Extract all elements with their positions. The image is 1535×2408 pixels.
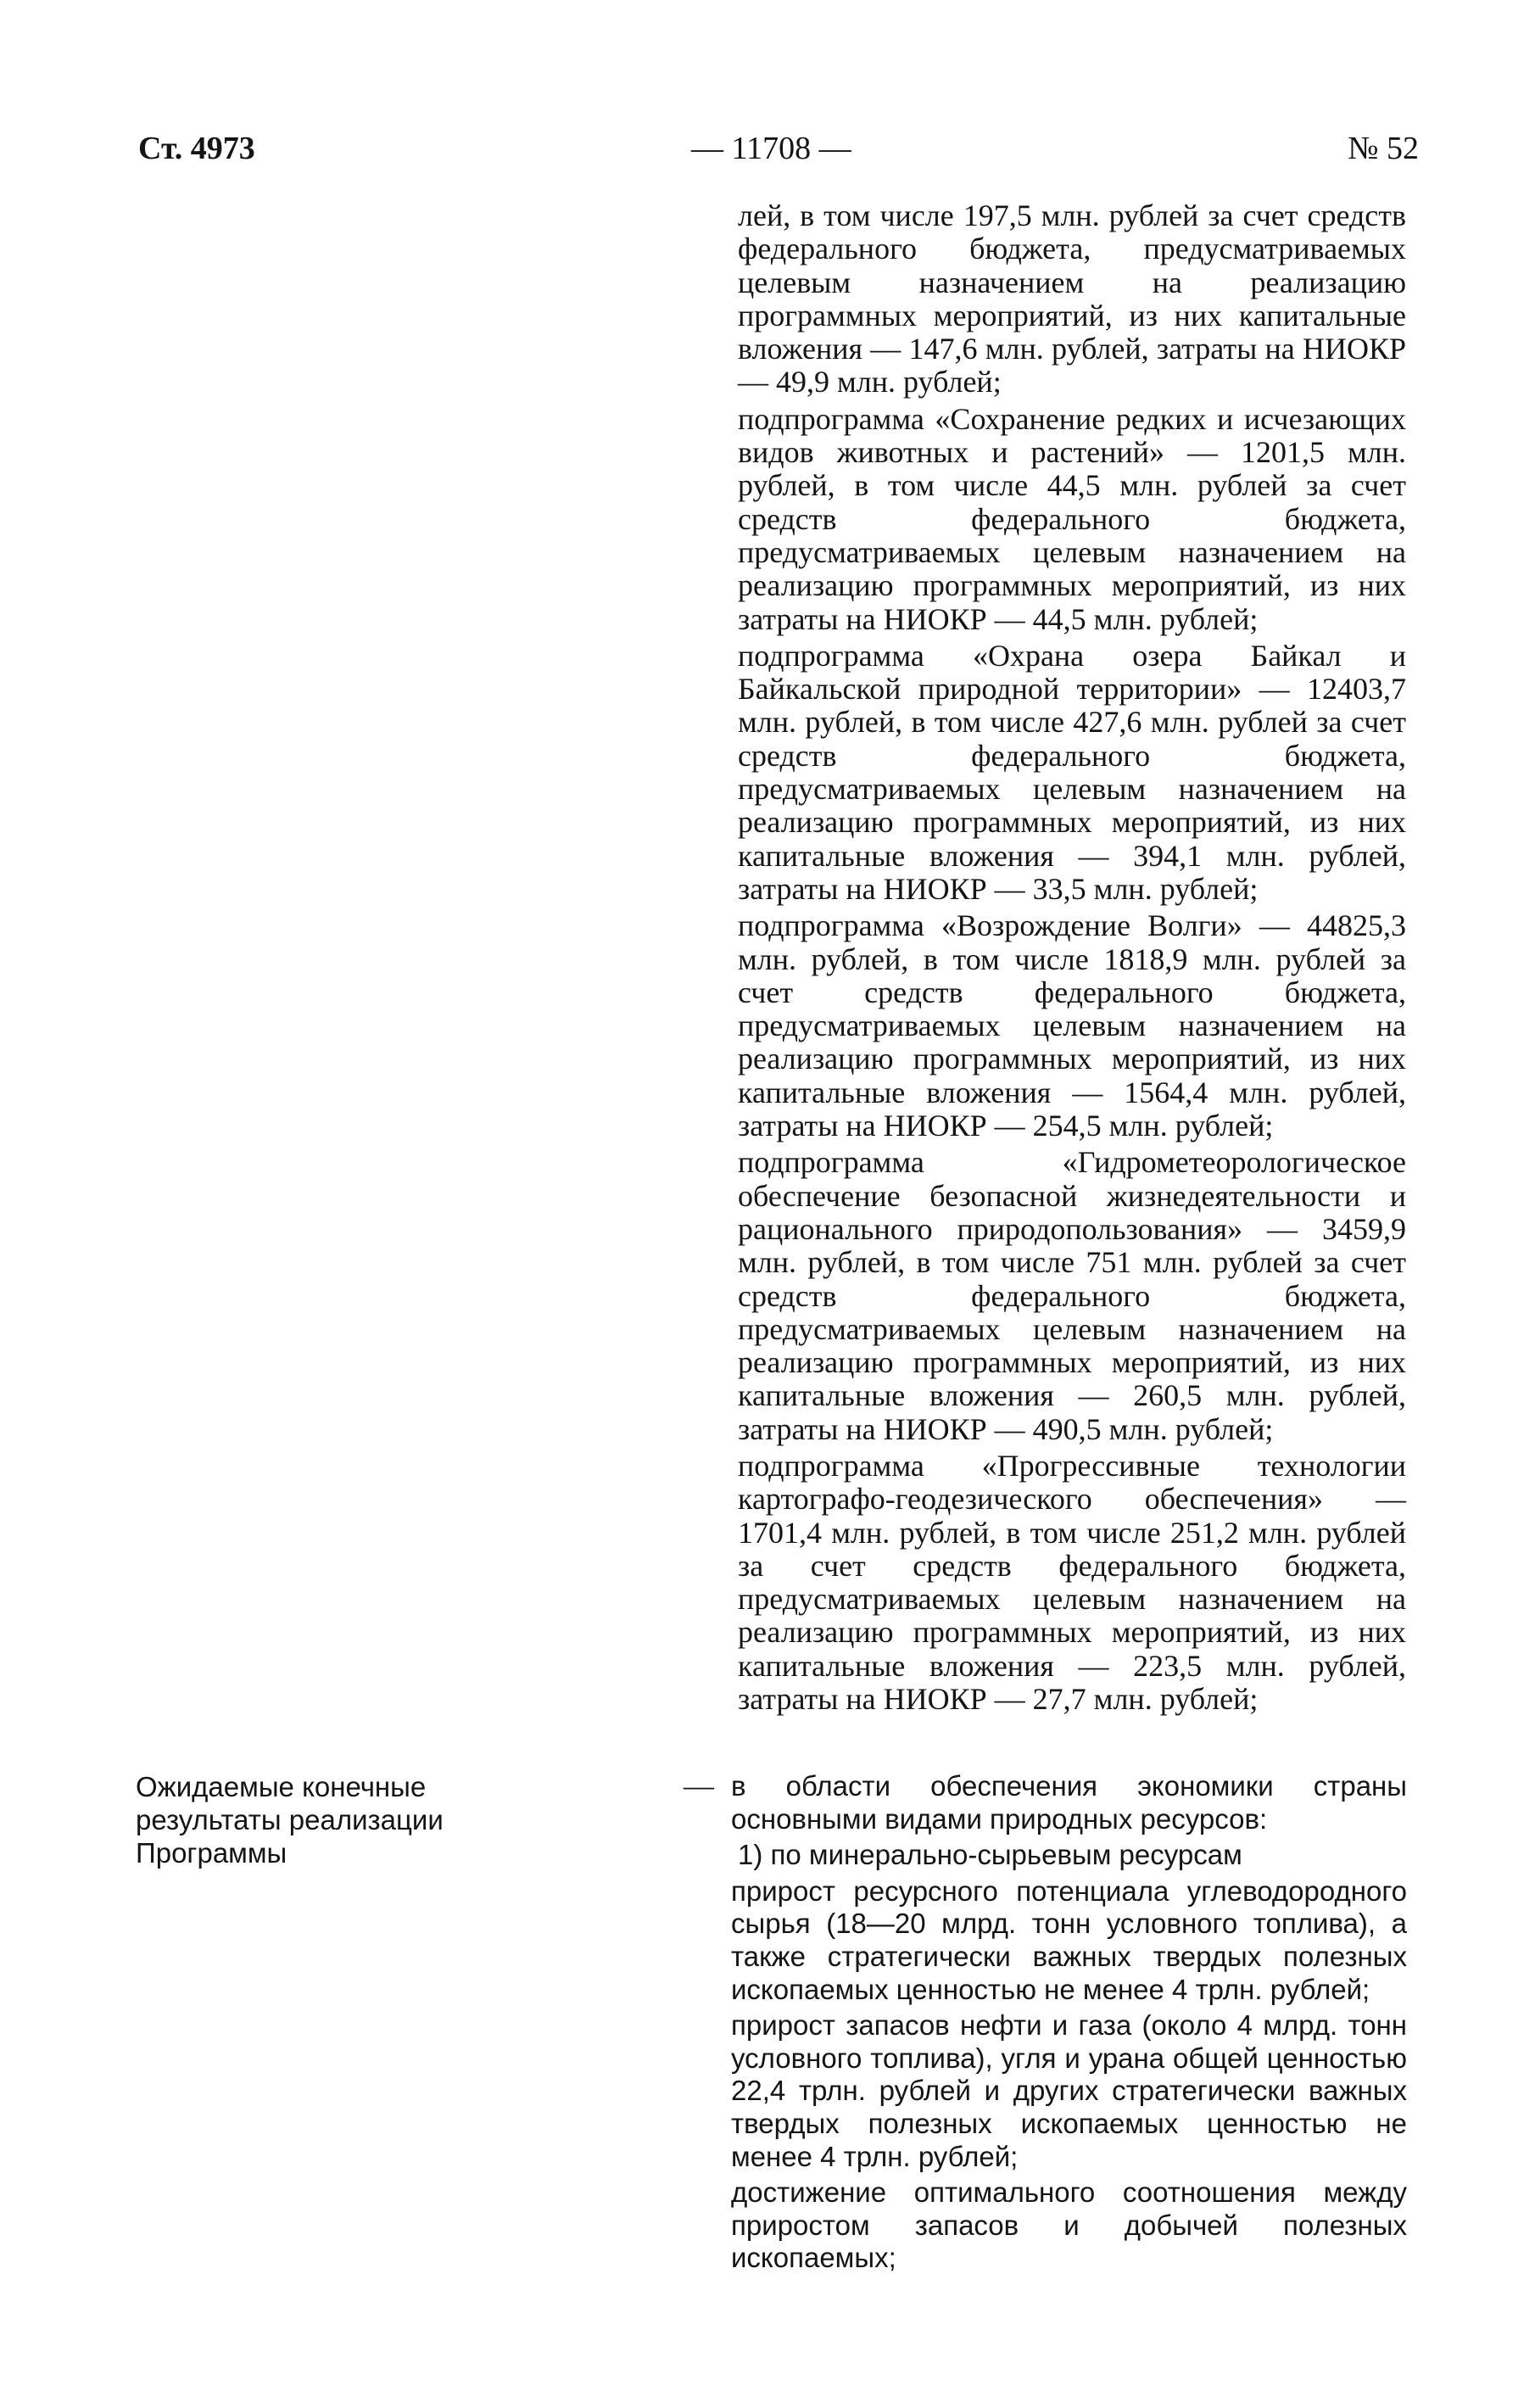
funding-paragraph: подпрограмма «Сохранение редких и исчезающих видов животных и растений» — 1201,5 млн. рублей, в том числе 44,5 млн. рублей за счет средств федерального бюджета, предусматриваемых целевым назначением на реализацию программных мероприятий, из них затраты на НИОКР — 44,5 млн. рублей; — [738, 401, 1406, 636]
results-subheading: 1) по минерально-сырьевым ресурсам — [738, 1839, 1242, 1871]
results-item: достижение оптимального соотношения между приростом запасов и добычей полезных ископаемых; — [731, 2176, 1407, 2274]
page-reference: Ст. 4973 — [138, 131, 255, 166]
label-dash: — — [684, 1768, 714, 1802]
funding-paragraph: подпрограмма «Возрождение Волги» — 44825,3 млн. рублей, в том числе 1818,9 млн. рублей за счет средств федерального бюджета, предусматриваемых целевым назначением на реализацию программных мероприятий, из них капитальные вложения — 1564,4 млн. рублей, затраты на НИОКР — 254,5 млн. рублей; — [738, 908, 1406, 1143]
funding-paragraph: лей, в том числе 197,5 млн. рублей за счет средств федерального бюджета, предусматриваемых целевым назначением на реализацию программных мероприятий, из них капитальные вложения — 147,6 млн. рублей, затраты на НИОКР — 49,9 млн. рублей; — [738, 198, 1406, 399]
issue-number: № 52 — [1348, 131, 1419, 166]
results-text-column — [731, 1770, 1407, 2278]
funding-paragraph: подпрограмма «Гидрометеорологическое обеспечение безопасной жизнедеятельности и рационального природопользования» — 3459,9 млн. рублей, в том числе 751 млн. рублей за счет средств федерального бюджета, предусматриваемых целевым назначением на реализацию программных мероприятий, из них капитальные вложения — 260,5 млн. рублей, затраты на НИОКР — 490,5 млн. рублей; — [738, 1145, 1406, 1446]
funding-paragraph: подпрограмма «Охрана озера Байкал и Байкальской природной территории» — 12403,7 млн. рублей, в том числе 427,6 млн. рублей за счет средств федерального бюджета, предусматриваемых целевым назначением на реализацию программных мероприятий, из них капитальные вложения — 394,1 млн. рублей, затраты на НИОКР — 33,5 млн. рублей; — [738, 638, 1406, 906]
results-label: Ожидаемые конечные результаты реализации Программы — [136, 1771, 444, 1869]
results-intro: в области обеспечения экономики страны основными видами природных ресурсов: — [731, 1770, 1407, 1835]
funding-text-column — [738, 199, 1406, 1719]
funding-paragraph: подпрограмма «Прогрессивные технологии картографо-геодезического обеспечения» — 1701,4 млн. рублей, в том числе 251,2 млн. рублей за счет средств федерального бюджета, предусматриваемых целевым назначением на реализацию программных мероприятий, из них капитальные вложения — 223,5 млн. рублей, затраты на НИОКР — 27,7 млн. рублей; — [738, 1448, 1406, 1717]
page-header — [0, 127, 1535, 178]
results-item: прирост запасов нефти и газа (около 4 млрд. тонн условного топлива), угля и урана общей ценностью 22,4 трлн. рублей и других стратегически важных твердых полезных ископаемых ценностью не менее 4 трлн. рублей; — [731, 2009, 1407, 2172]
page-number: — 11708 — — [691, 131, 851, 166]
results-item: прирост ресурсного потенциала углеводородного сырья (18—20 млрд. тонн условного топлива), а также стратегически важных твердых полезных ископаемых ценностью не менее 4 трлн. рублей; — [731, 1874, 1407, 2005]
